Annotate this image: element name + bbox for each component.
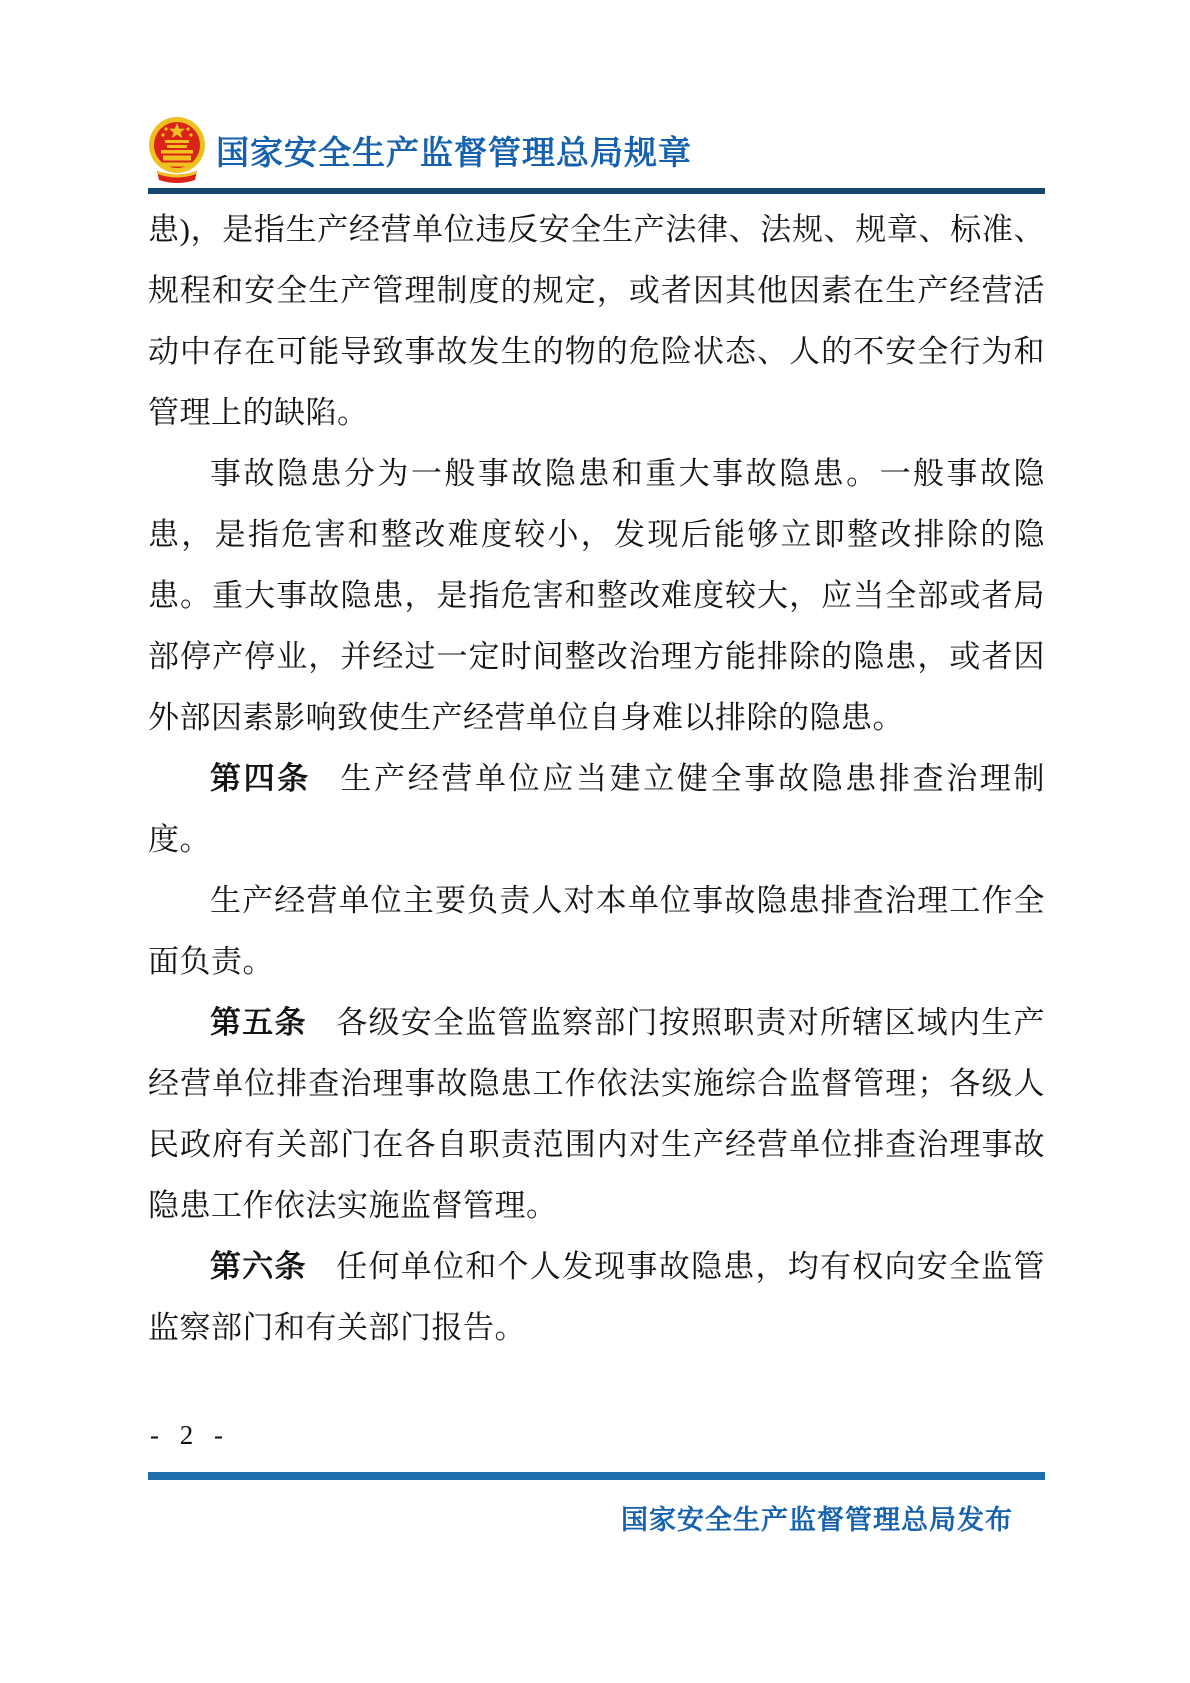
paragraph-text: 任何单位和个人发现事故隐患，均有权向安全监管监察部门和有关部门报告。 <box>148 1249 1046 1345</box>
paragraph-text: 生产经营单位主要负责人对本单位事故隐患排查治理工作全面负责。 <box>148 883 1045 979</box>
document-header <box>148 114 1045 186</box>
article-number: 第四条 <box>210 761 311 796</box>
header-rule <box>148 188 1045 194</box>
footer-publisher: 国家安全生产监督管理总局发布 <box>621 1505 1013 1535</box>
paragraph-text: 事故隐患分为一般事故隐患和重大事故隐患。一般事故隐患，是指危害和整改难度较小，发现后能够立即整改排除的隐患。重大事故隐患，是指危害和整改难度较大，应当全部或者局部停产停业，并经过一定时间整改治理方能排除的隐患，或者因外部因素影响致使生产经营单位自身难以排除的隐患。 <box>148 456 1045 735</box>
paragraph <box>148 443 1045 748</box>
page-number: - 2 - <box>150 1420 230 1450</box>
document-content <box>148 114 1045 1358</box>
paragraph <box>148 748 1045 870</box>
header-title: 国家安全生产监督管理总局规章 <box>216 135 692 172</box>
document-body <box>148 199 1045 1358</box>
paragraph-text: 生产经营单位应当建立健全事故隐患排查治理制度。 <box>148 761 1046 857</box>
footer-rule <box>148 1472 1045 1480</box>
paragraph-text: 各级安全监管监察部门按照职责对所辖区域内生产经营单位排查治理事故隐患工作依法实施综合监督管理；各级人民政府有关部门在各自职责范围内对生产经营单位排查治理事故隐患工作依法实施监督管理。 <box>148 1005 1046 1223</box>
paragraph-text: 患)，是指生产经营单位违反安全生产法律、法规、规章、标准、规程和安全生产管理制度的规定，或者因其他因素在生产经营活动中存在可能导致事故发生的物的危险状态、人的不安全行为和管理上的缺陷。 <box>148 212 1045 430</box>
article-number: 第六条 <box>210 1249 307 1284</box>
paragraph <box>148 992 1045 1236</box>
paragraph <box>148 870 1045 992</box>
paragraph <box>148 1236 1045 1358</box>
article-number: 第五条 <box>210 1005 307 1040</box>
national-emblem-icon <box>148 115 206 185</box>
paragraph <box>148 199 1045 443</box>
